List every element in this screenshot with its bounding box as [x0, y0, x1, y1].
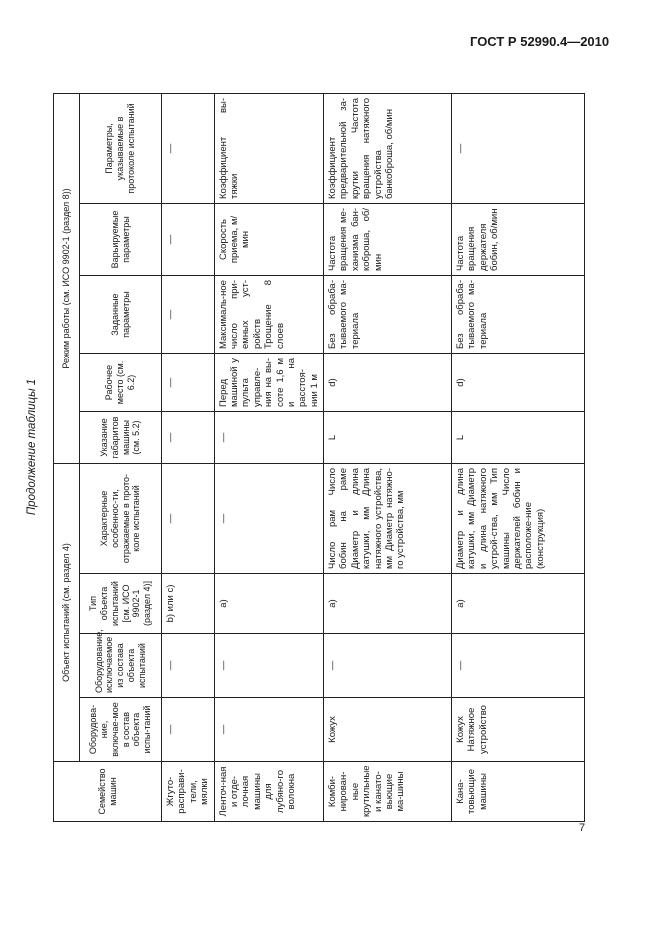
- cell-workplace: d): [324, 354, 452, 412]
- header-mode-group: Режим работы (см. ИСО 9902-1 (раздел 8)): [54, 93, 80, 463]
- cell-report-params: Коэффициент предварительной за-крутки Частота вращения натяжного устройства банкоброша, об/мин: [324, 93, 452, 203]
- header-family: Семейство машин: [54, 762, 162, 822]
- cell-set-params: Максималь-ное число при-емных уст-ройств Трощение 8 слоев: [214, 276, 324, 354]
- cell-family: Жгуто-расправи-тели, мялки: [162, 762, 215, 822]
- header-features: Характерные особеннос-ти, отражаемые в прото-коле испытаний: [80, 464, 162, 574]
- cell-features: —: [162, 464, 215, 574]
- cell-workplace: d): [452, 354, 585, 412]
- header-excluded: Оборудование, исключаемое из состава объекта испытаний: [80, 634, 162, 698]
- header-report-params: Параметры, указываемые в протоколе испытаний: [80, 93, 162, 203]
- cell-type: a): [324, 574, 452, 634]
- cell-set-params: Без обраба-тываемого ма-териала: [452, 276, 585, 354]
- cell-type: a): [214, 574, 324, 634]
- header-type: Тип объекта испытаний [см. ИСО 9902-1 (раздел 4)]: [80, 574, 162, 634]
- cell-excluded: —: [452, 634, 585, 698]
- cell-var-params: —: [162, 204, 215, 276]
- header-set-params: Заданные параметры: [80, 276, 162, 354]
- cell-included: Кожух: [324, 698, 452, 762]
- cell-included: —: [162, 698, 215, 762]
- cell-features: —: [214, 464, 324, 574]
- cell-dims: L: [452, 412, 585, 464]
- header-included: Оборудова-ние, включае-мое в состав объекта испы-таний: [80, 698, 162, 762]
- cell-included: Кожух Натяжное устройство: [452, 698, 585, 762]
- cell-var-params: Частота вращения ме-ханизма бан-коброша, об/мин: [324, 204, 452, 276]
- cell-excluded: —: [162, 634, 215, 698]
- table-row: [452, 93, 585, 821]
- cell-dims: L: [324, 412, 452, 464]
- header-workplace: Рабочее место (см. 6.2): [80, 354, 162, 412]
- cell-report-params: Коэффициент вы-тяжки: [214, 93, 324, 203]
- cell-dims: —: [162, 412, 215, 464]
- table-continuation-caption: Продолжение таблицы 1: [26, 378, 38, 516]
- table-row: [214, 93, 324, 821]
- cell-excluded: —: [324, 634, 452, 698]
- cell-family: Кана-товьющие машины: [452, 762, 585, 822]
- cell-family: Ленточ-ная и отде-лочная машины для лубяно-го волокна: [214, 762, 324, 822]
- rotated-table-wrapper: [53, 94, 578, 822]
- cell-included: —: [214, 698, 324, 762]
- table-row: [162, 93, 215, 821]
- page-number: 7: [579, 822, 586, 834]
- cell-set-params: —: [162, 276, 215, 354]
- cell-excluded: —: [214, 634, 324, 698]
- cell-report-params: —: [452, 93, 585, 203]
- cell-type: a): [452, 574, 585, 634]
- cell-features: Диаметр и длина катушки, мм Диаметр и длина натяжного устрой-ства, мм Тип машины Число держателей бобин и расположе-ние (конструкция): [452, 464, 585, 574]
- cell-var-params: Частота вращения держателя бобин, об/мин: [452, 204, 585, 276]
- cell-type: b) или c): [162, 574, 215, 634]
- machine-test-table: [53, 93, 585, 822]
- cell-features: Число рам Число бобин на раме Диаметр и длина катушки, мм Длина натяжного устройства, мм Диаметр натяжно-го устройства, мм: [324, 464, 452, 574]
- cell-workplace: Перед машиной у пульта управле-ния на вы-соте 1,6 м и на расстоя-нии 1 м: [214, 354, 324, 412]
- document-code: ГОСТ Р 52990.4—2010: [470, 34, 610, 49]
- cell-set-params: Без обраба-тываемого ма-териала: [324, 276, 452, 354]
- cell-family: Комби-нирован-ные крутильные и канато-вьющие ма-шины: [324, 762, 452, 822]
- header-var-params: Варьируемые параметры: [80, 204, 162, 276]
- header-object-group: Объект испытаний (см. раздел 4): [54, 464, 80, 762]
- header-dims: Указание габаритов машины (см. 5.2): [80, 412, 162, 464]
- cell-workplace: —: [162, 354, 215, 412]
- cell-dims: —: [214, 412, 324, 464]
- table-row: [324, 93, 452, 821]
- cell-report-params: —: [162, 93, 215, 203]
- cell-var-params: Скорость приема, м/мин: [214, 204, 324, 276]
